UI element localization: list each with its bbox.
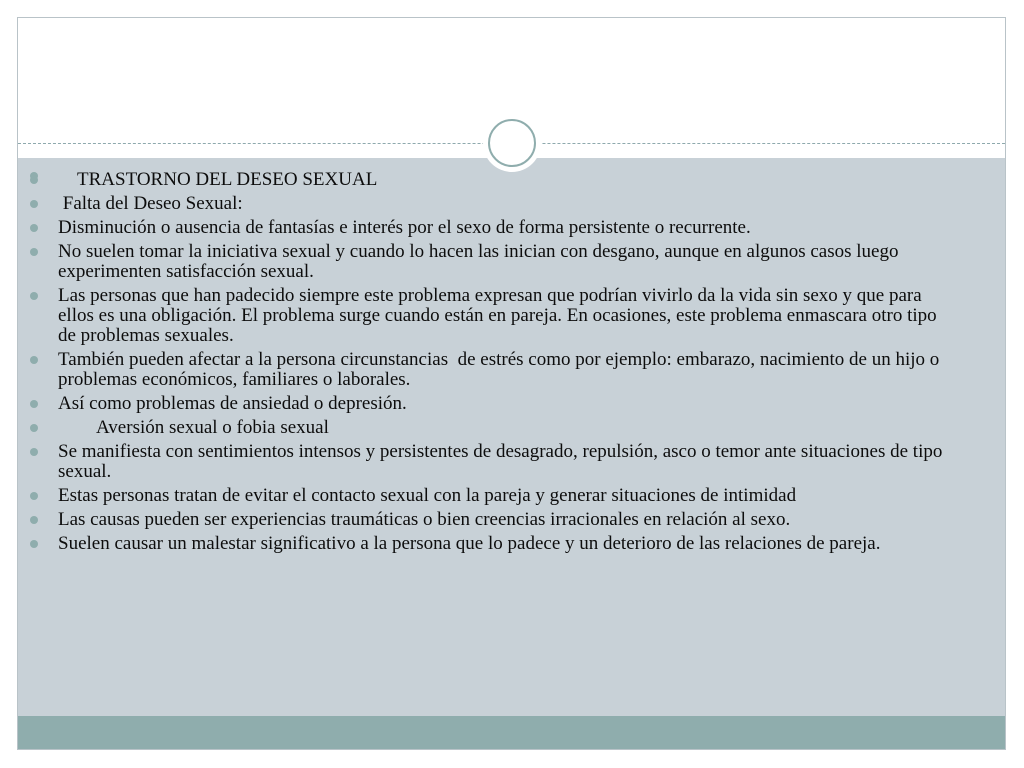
bullet-item — [30, 418, 950, 438]
circle-ornament-outer-ring — [488, 119, 536, 167]
bullet-item — [30, 534, 950, 554]
bullet-item — [30, 170, 950, 190]
bullet-dot-icon — [30, 356, 38, 364]
slide-footer-bar — [18, 716, 1005, 750]
bullet-dot-icon — [30, 224, 38, 232]
bullet-text: Las causas pueden ser experiencias traumáticas o bien creencias irracionales en relación al sexo. — [58, 509, 791, 530]
bullet-dot-icon — [30, 400, 38, 408]
bullet-text: Las personas que han padecido siempre este problema expresan que podrían vivirlo da la vida sin sexo y que para ellos es una obligación. El problema surge cuando están en pareja. En ocasiones, este problema enmascara otro tipo de problemas sexuales. — [58, 285, 942, 346]
bullet-text: Suelen causar un malestar significativo a la persona que lo padece y un deterioro de las relaciones de pareja. — [58, 533, 881, 554]
bullet-item — [30, 510, 950, 530]
bullet-item — [30, 486, 950, 506]
bullet-item — [30, 218, 950, 238]
bullet-dot-icon — [30, 540, 38, 548]
circle-ornament-icon — [483, 114, 541, 172]
bullet-dot-icon — [30, 448, 38, 456]
bullet-item — [30, 350, 950, 390]
bullet-list — [30, 166, 950, 558]
bullet-item — [30, 442, 950, 482]
bullet-dot-icon — [30, 200, 38, 208]
bullet-text: Falta del Deseo Sexual: — [58, 193, 243, 214]
bullet-dot-icon — [30, 516, 38, 524]
bullet-item — [30, 286, 950, 346]
bullet-text: Aversión sexual o fobia sexual — [58, 417, 329, 438]
bullet-text: También pueden afectar a la persona circunstancias de estrés como por ejemplo: embarazo, nacimiento de un hijo o problemas económicos, familiares o laborales. — [58, 349, 945, 390]
bullet-item — [30, 394, 950, 414]
bullet-dot-icon — [30, 176, 38, 184]
bullet-dot-icon — [30, 492, 38, 500]
bullet-item — [30, 242, 950, 282]
bullet-text: Disminución o ausencia de fantasías e interés por el sexo de forma persistente o recurrente. — [58, 217, 751, 238]
bullet-text: Así como problemas de ansiedad o depresión. — [58, 393, 407, 414]
bullet-dot-icon — [30, 248, 38, 256]
bullet-dot-icon — [30, 292, 38, 300]
bullet-text: No suelen tomar la iniciativa sexual y cuando lo hacen las inician con desgano, aunque en algunos casos luego experimenten satisfacción sexual. — [58, 241, 904, 282]
bullet-text: TRASTORNO DEL DESEO SEXUAL — [58, 169, 378, 190]
bullet-text: Estas personas tratan de evitar el contacto sexual con la pareja y generar situaciones de intimidad — [58, 485, 797, 506]
bullet-text: Se manifiesta con sentimientos intensos y persistentes de desagrado, repulsión, asco o temor ante situaciones de tipo sexual. — [58, 441, 948, 482]
bullet-item — [30, 194, 950, 214]
bullet-dot-icon — [30, 424, 38, 432]
